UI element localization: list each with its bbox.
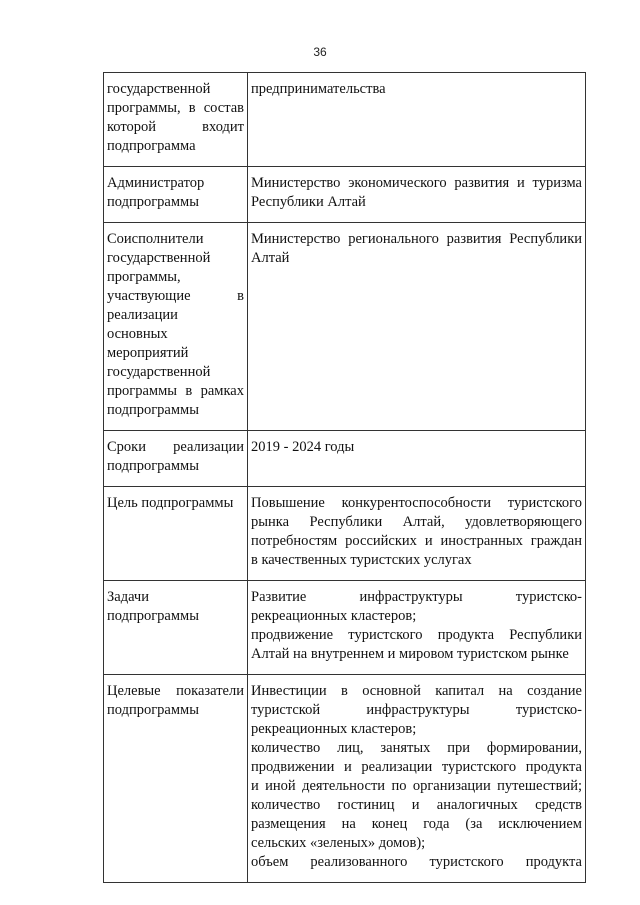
label-line: государственной: [107, 364, 211, 380]
value-line: продвижении и реализации туристского продукта: [251, 759, 582, 775]
value-line: объем реализованного туристского продукта: [251, 854, 582, 870]
label-line: Цель подпрограммы: [107, 495, 234, 511]
value-line: количество гостиниц и аналогичных средств: [251, 797, 582, 813]
label-line: подпрограммы: [107, 194, 199, 210]
value-line: рекреационных кластеров;: [251, 721, 417, 737]
value-line: Республики Алтай: [251, 194, 366, 210]
table-row: [104, 675, 586, 883]
value-line: в качественных туристских услугах: [251, 552, 472, 568]
label-line: подпрограммы: [107, 402, 199, 418]
value-line: Повышение конкурентоспособности туристского: [251, 495, 582, 511]
label-line: программы, в состав: [107, 100, 244, 116]
value-line: Министерство регионального развития Республики: [251, 231, 582, 247]
row-label-cell: [104, 167, 248, 223]
label-line: реализации: [107, 307, 178, 323]
label-line: Сроки реализации: [107, 439, 244, 455]
page-number: 36: [313, 45, 327, 59]
row-label-cell: [104, 581, 248, 675]
label-line: подпрограммы: [107, 608, 199, 624]
value-line: рынка Республики Алтай, удовлетворяющего: [251, 514, 582, 530]
row-value-cell: [248, 581, 586, 675]
row-label-cell: [104, 675, 248, 883]
row-value-cell: [248, 167, 586, 223]
value-line: и иной деятельности по организации путешествий;: [251, 778, 582, 794]
label-line: государственной: [107, 81, 211, 97]
label-line: Администратор: [107, 175, 205, 191]
label-line: мероприятий: [107, 345, 189, 361]
table-row: [104, 223, 586, 431]
subprogram-passport-table: [103, 72, 586, 883]
label-line: программы,: [107, 269, 181, 285]
value-line: продвижение туристского продукта Республики: [251, 627, 582, 643]
label-line: программы в рамках: [107, 383, 244, 399]
label-line: основных: [107, 326, 168, 342]
label-line: подпрограмма: [107, 138, 196, 154]
label-line: подпрограммы: [107, 458, 199, 474]
value-line: Развитие инфраструктуры туристско-: [251, 589, 582, 605]
table-row: [104, 581, 586, 675]
value-line: потребностям российских и иностранных граждан: [251, 533, 582, 549]
label-line: государственной: [107, 250, 211, 266]
label-line: Целевые показатели: [107, 683, 244, 699]
label-line: участвующие в: [107, 288, 244, 304]
row-value-cell: [248, 73, 586, 167]
value-line: 2019 - 2024 годы: [251, 439, 355, 455]
value-line: Алтай на внутреннем и мировом туристском рынке: [251, 646, 569, 662]
table-row: [104, 73, 586, 167]
row-value-cell: [248, 675, 586, 883]
value-line: туристской инфраструктуры туристско-: [251, 702, 582, 718]
row-label-cell: [104, 223, 248, 431]
table-row: [104, 167, 586, 223]
row-value-cell: [248, 223, 586, 431]
label-line: Задачи: [107, 589, 149, 605]
row-label-cell: [104, 73, 248, 167]
label-line: Соисполнители: [107, 231, 204, 247]
value-line: размещения на конец года (за исключением: [251, 816, 582, 832]
row-label-cell: [104, 431, 248, 487]
value-line: количество лиц, занятых при формировании,: [251, 740, 582, 756]
table-row: [104, 431, 586, 487]
label-line: которой входит: [107, 119, 244, 135]
label-line: подпрограммы: [107, 702, 199, 718]
row-value-cell: [248, 431, 586, 487]
value-line: предпринимательства: [251, 81, 386, 97]
value-line: рекреационных кластеров;: [251, 608, 417, 624]
table-row: [104, 487, 586, 581]
row-label-cell: [104, 487, 248, 581]
value-line: Инвестиции в основной капитал на создание: [251, 683, 582, 699]
value-line: Министерство экономического развития и туризма: [251, 175, 582, 191]
value-line: Алтай: [251, 250, 290, 266]
value-line: сельских «зеленых» домов);: [251, 835, 426, 851]
row-value-cell: [248, 487, 586, 581]
